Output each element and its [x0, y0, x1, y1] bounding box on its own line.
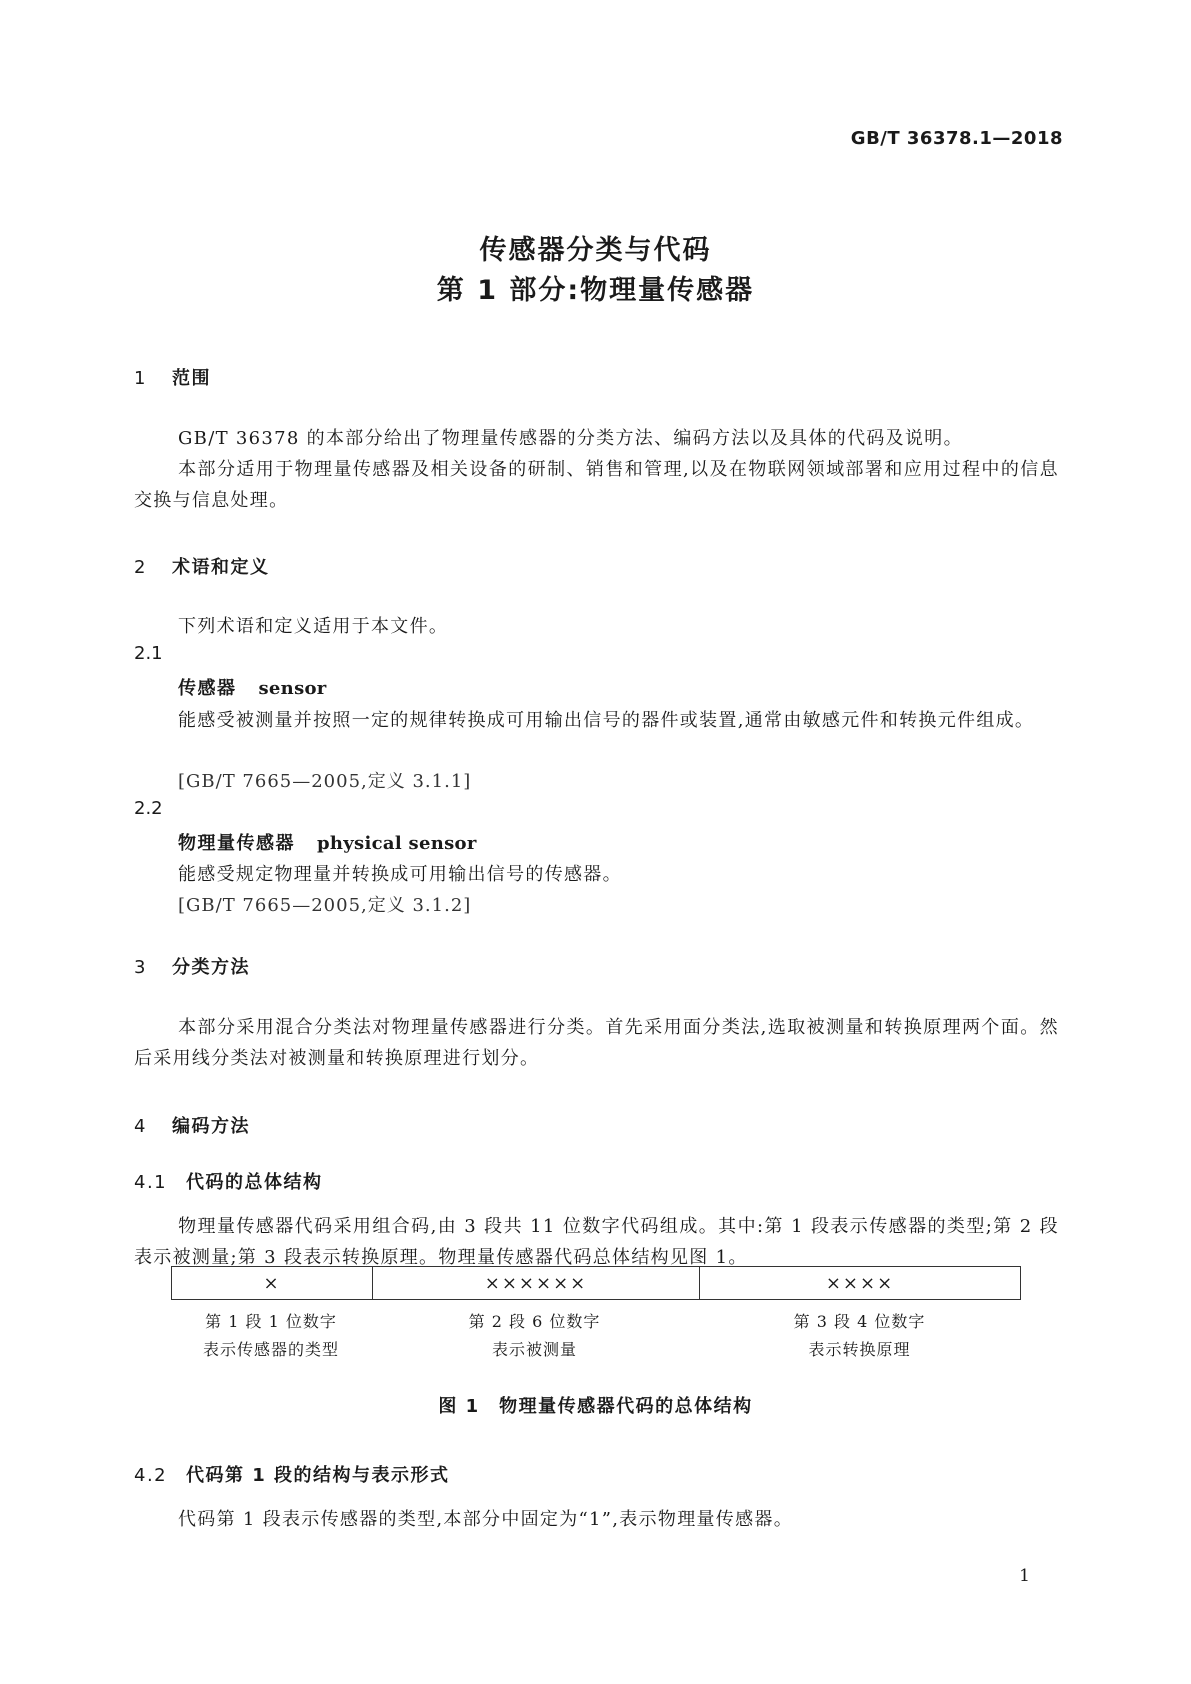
caption-line: 表示被测量 — [491, 1340, 577, 1359]
section-number: 2 — [134, 557, 147, 578]
paragraph-text: 本部分适用于物理量传感器及相关设备的研制、销售和管理,以及在物联网领域部署和应用过程中的信息交换与信息处理。 — [134, 459, 1059, 511]
term-number: 2.2 — [134, 798, 163, 819]
section-heading-3 — [134, 953, 250, 979]
code-structure-figure — [171, 1266, 1021, 1300]
section-title: 分类方法 — [172, 957, 250, 978]
term-reference: [GB/T 7665—2005,定义 3.1.1] — [178, 771, 472, 792]
section-heading-4-2 — [134, 1461, 450, 1487]
section-heading-1 — [134, 364, 211, 390]
segment-caption — [171, 1308, 371, 1364]
document-subtitle: 第 1 部分:物理量传感器 — [436, 275, 755, 306]
section-title: 代码第 1 段的结构与表示形式 — [186, 1465, 450, 1486]
page-number: 1 — [1019, 1566, 1030, 1586]
segment-caption — [698, 1308, 1021, 1364]
term-reference: [GB/T 7665—2005,定义 3.1.2] — [178, 895, 472, 916]
section-number: 4 — [134, 1116, 147, 1137]
section-number: 1 — [134, 368, 147, 389]
section-title: 代码的总体结构 — [186, 1172, 323, 1193]
section-number: 4.1 — [134, 1172, 168, 1193]
section-heading-4-1 — [134, 1168, 323, 1194]
caption-line: 第 1 段 1 位数字 — [205, 1312, 337, 1331]
paragraph-text: 物理量传感器代码采用组合码,由 3 段共 11 位数字代码组成。其中:第 1 段表示传感器的类型;第 2 段表示被测量;第 3 段表示转换原理。物理量传感器代码总体结构见图 1。 — [134, 1216, 1059, 1268]
section-title: 编码方法 — [172, 1116, 250, 1137]
caption-line: 第 3 段 4 位数字 — [793, 1312, 926, 1331]
segment-caption — [371, 1308, 698, 1364]
term-en: sensor — [258, 678, 327, 699]
paragraph: 下列术语和定义适用于本文件。 — [178, 616, 449, 637]
definition-text: 能感受被测量并按照一定的规律转换成可用输出信号的器件或装置,通常由敏感元件和转换元件组成。 — [178, 710, 1035, 731]
caption-line: 第 2 段 6 位数字 — [468, 1312, 601, 1331]
figure-title: 图 1 物理量传感器代码的总体结构 — [438, 1396, 753, 1417]
term-number: 2.1 — [134, 643, 163, 664]
section-title: 术语和定义 — [172, 557, 270, 578]
term-entry — [178, 829, 477, 855]
paragraph-text: 本部分采用混合分类法对物理量传感器进行分类。首先采用面分类法,选取被测量和转换原理两个面。然后采用线分类法对被测量和转换原理进行划分。 — [134, 1017, 1059, 1069]
section-number: 4.2 — [134, 1465, 168, 1486]
code-segment-3: ×××× — [699, 1267, 1020, 1299]
code-segment-1: × — [263, 1272, 281, 1294]
paragraph — [134, 1211, 1059, 1273]
term-en: physical sensor — [317, 833, 477, 854]
document-title: 传感器分类与代码 — [479, 235, 712, 266]
term-entry — [178, 674, 327, 700]
code-segment-2: ×××××× — [372, 1267, 699, 1299]
section-number: 3 — [134, 957, 147, 978]
paragraph — [134, 1012, 1059, 1074]
term-zh: 物理量传感器 — [178, 833, 295, 854]
paragraph-text: GB/T 36378 的本部分给出了物理量传感器的分类方法、编码方法以及具体的代码及说明。 — [178, 428, 963, 449]
caption-line: 表示转换原理 — [808, 1340, 911, 1359]
section-heading-4 — [134, 1112, 250, 1138]
term-definition — [134, 705, 1059, 736]
paragraph — [134, 454, 1059, 516]
section-title: 范围 — [172, 368, 211, 389]
paragraph — [134, 423, 1059, 454]
term-definition: 能感受规定物理量并转换成可用输出信号的传感器。 — [178, 864, 622, 885]
section-heading-2 — [134, 553, 270, 579]
term-zh: 传感器 — [178, 678, 237, 699]
paragraph: 代码第 1 段表示传感器的类型,本部分中固定为“1”,表示物理量传感器。 — [178, 1509, 793, 1530]
document-id: GB/T 36378.1—2018 — [850, 128, 1063, 149]
caption-line: 表示传感器的类型 — [202, 1340, 339, 1359]
